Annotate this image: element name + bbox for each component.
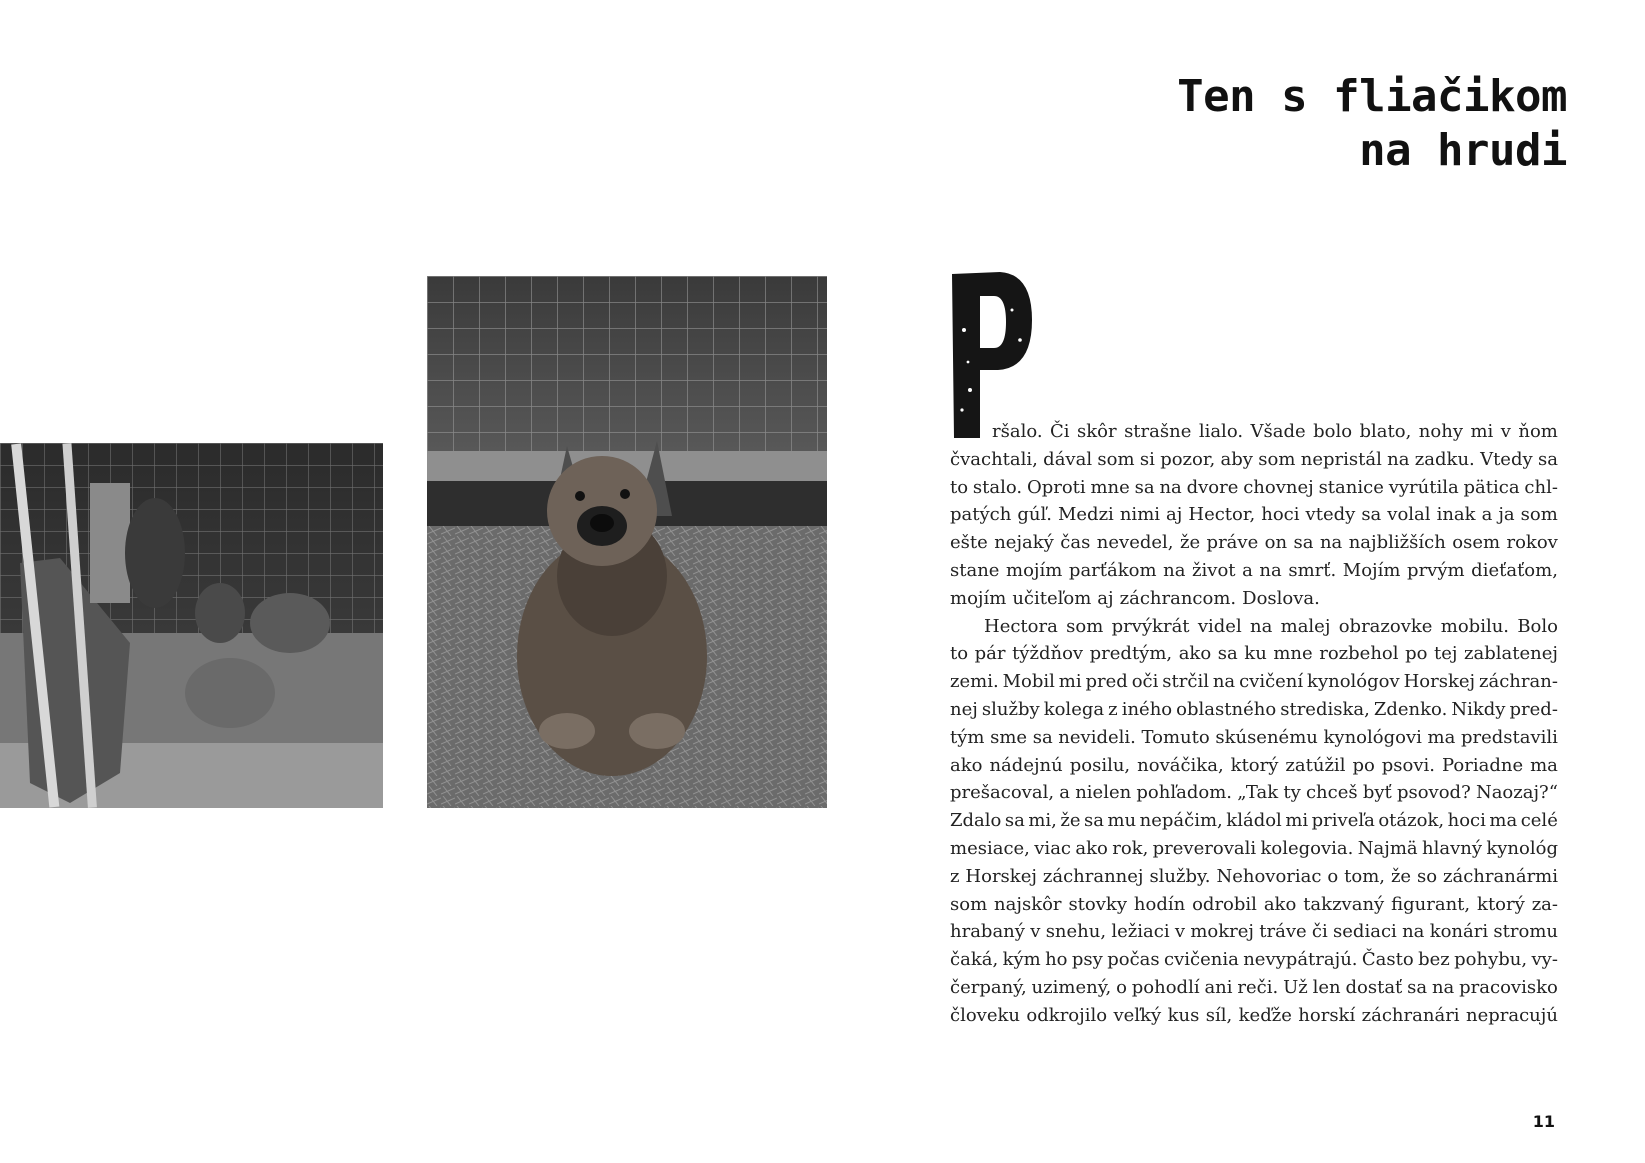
text-line: mojím učiteľom aj záchrancom. Doslova. [950,587,1320,609]
text-line: to pár týždňov predtým, ako sa ku mne rozbehol po tej zablatenej [950,643,1558,665]
text-line: čerpaný, uzimený, o pohodlí ani reči. Už len dostať sa na pracovisko [950,976,1558,998]
text-line: tým sme sa nevideli. Tomuto skúsenému kynológovi ma predstavili [950,726,1558,748]
text-line: Hectora som prvýkrát videl na malej obrazovke mobilu. Bolo [984,615,1558,637]
text-line: človeku odkrojilo veľký kus síl, keďže horskí záchranári nepracujú [950,1004,1558,1026]
text-line: mesiace, viac ako rok, preverovali kolegovia. Najmä hlavný kynológ [950,837,1558,859]
text-line: ešte nejaký čas nevedel, že práve on sa na najbližších osem rokov [950,532,1558,554]
text-line: hrabaný v snehu, ležiaci v mokrej tráve či sediaci na konári stromu [950,921,1558,943]
page-number: 11 [1532,1112,1555,1131]
text-line: Zdalo sa mi, že sa mu nepáčim, kládol mi priveľa otázok, hoci ma celé [950,810,1558,832]
photo-puppy-sitting [427,276,827,808]
drop-cap [950,270,1033,440]
text-line: ršalo. Či skôr strašne lialo. Všade bolo blato, nohy mi v ňom [992,421,1558,442]
text-line: to stalo. Oproti mne sa na dvore chovnej stanice vyrútila pätica chl- [950,476,1558,498]
text-line: ako nádejnú posilu, nováčika, ktorý zatúžil po psovi. Poriadne ma [950,754,1558,776]
text-line: prešacoval, a nielen pohľadom. „Tak ty chceš byť psovod? Naozaj?“ [950,782,1558,804]
chapter-title-line-2: na hrudi [1359,125,1567,176]
body-text [950,418,1558,1030]
chapter-title [1177,70,1567,178]
text-line: stane mojím parťákom na život a na smrť. Mojím prvým dieťaťom, [950,559,1558,581]
text-line: čaká, kým ho psy počas cvičenia nevypátrajú. Často bez pohybu, vy- [950,949,1558,971]
text-line: nej služby kolega z iného oblastného strediska, Zdenko. Nikdy pred- [950,698,1558,720]
text-line: zemi. Mobil mi pred oči strčil na cvičení kynológov Horskej záchran- [950,671,1558,693]
text-line: patých gúľ. Medzi nimi aj Hector, hoci vtedy sa volal inak a ja som [950,504,1558,526]
photo-puppies-climbing [0,443,383,808]
text-line: z Horskej záchrannej služby. Nehovoriac o tom, že so záchranármi [950,865,1558,887]
text-line: čvachtali, dával som si pozor, aby som nepristál na zadku. Vtedy sa [950,448,1558,470]
chapter-title-line-1: Ten s fliačikom [1177,71,1567,122]
text-line: som najskôr stovky hodín odrobil ako takzvaný figurant, ktorý za- [950,893,1558,915]
drop-cap-letter: P [950,270,951,271]
